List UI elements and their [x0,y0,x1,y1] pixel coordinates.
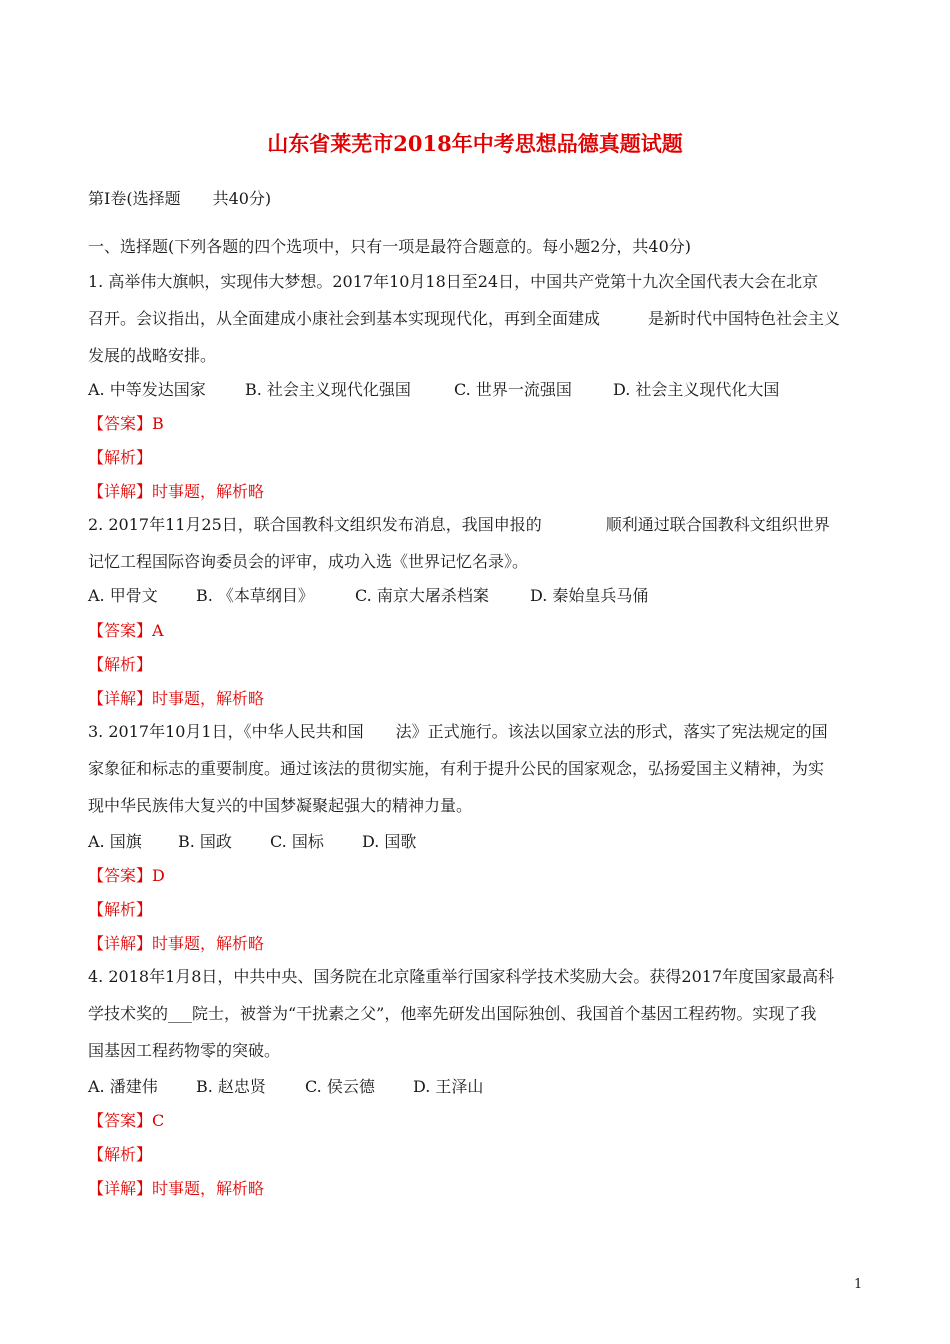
question-4-option-a: A. 潘建伟 [88,1077,158,1096]
question-3-option-b: B. 国政 [178,832,232,851]
question-1-option-c: C. 世界一流强国 [454,380,572,399]
question-4-analysis: 【解析】 [88,1145,153,1164]
question-4-answer: 【答案】C [88,1111,165,1130]
question-2-option-b: B. 《本草纲目》 [196,586,314,605]
question-1-answer: 【答案】B [88,414,164,433]
question-3-line-2: 家象征和标志的重要制度。通过该法的贯彻实施，有利于提升公民的国家观念，弘扬爱国主义精神，为实 [88,759,825,778]
question-3-line-3: 现中华民族伟大复兴的中国梦凝聚起强大的精神力量。 [88,796,473,815]
question-3-answer: 【答案】D [88,866,165,885]
question-3-line-1: 3. 2017年10月1日，《中华人民共和国 法》正式施行。该法以国家立法的形式，落实了宪法规定的国 [88,722,828,741]
question-2-option-d: D. 秦始皇兵马俑 [530,586,649,605]
question-2-line-2: 记忆工程国际咨询委员会的评审，成功入选《世界记忆名录》。 [88,552,529,571]
question-1-line-2: 召开。会议指出，从全面建成小康社会到基本实现现代化，再到全面建成 是新时代中国特色社会主义 [88,309,841,328]
question-3-detail: 【详解】时事题，解析略 [88,934,265,953]
question-3-option-c: C. 国标 [270,832,324,851]
question-4-line-3: 国基因工程药物零的突破。 [88,1041,281,1060]
question-1-line-3: 发展的战略安排。 [88,346,217,365]
page-number: 1 [854,1277,863,1292]
question-4-line-2: 学技术奖的___院士，被誉为“干扰素之父”，他率先研发出国际独创、我国首个基因工程药物。实现了我 [88,1004,817,1023]
question-1-option-b: B. 社会主义现代化强国 [245,380,411,399]
question-2-option-a: A. 甲骨文 [88,586,158,605]
question-1-analysis: 【解析】 [88,448,153,467]
instructions: 一、选择题(下列各题的四个选项中，只有一项是最符合题意的。每小题2分，共40分) [88,237,692,256]
question-2-option-c: C. 南京大屠杀档案 [355,586,489,605]
document-title: 山东省莱芜市2018年中考思想品德真题试题 [267,131,683,156]
question-4-line-1: 4. 2018年1月8日，中共中央、国务院在北京隆重举行国家科学技术奖励大会。获得2017年度国家最高科 [88,967,835,986]
question-1-line-1: 1. 高举伟大旗帜，实现伟大梦想。2017年10月18日至24日，中国共产党第十九次全国代表大会在北京 [88,272,819,291]
section-heading: 第Ⅰ卷(选择题 共40分) [88,189,272,208]
question-3-analysis: 【解析】 [88,900,153,919]
question-1-option-d: D. 社会主义现代化大国 [613,380,780,399]
question-2-detail: 【详解】时事题，解析略 [88,689,265,708]
question-2-answer: 【答案】A [88,621,164,640]
question-3-option-d: D. 国歌 [362,832,417,851]
question-2-line-1: 2. 2017年11月25日，联合国教科文组织发布消息，我国申报的 顺利通过联合国教科文组织世界 [88,515,830,534]
question-4-detail: 【详解】时事题，解析略 [88,1179,265,1198]
question-3-option-a: A. 国旗 [88,832,142,851]
question-4-option-b: B. 赵忠贤 [196,1077,266,1096]
question-1-detail: 【详解】时事题，解析略 [88,482,265,501]
question-4-option-d: D. 王泽山 [413,1077,484,1096]
question-4-option-c: C. 侯云德 [305,1077,375,1096]
question-1-option-a: A. 中等发达国家 [88,380,206,399]
question-2-analysis: 【解析】 [88,655,153,674]
